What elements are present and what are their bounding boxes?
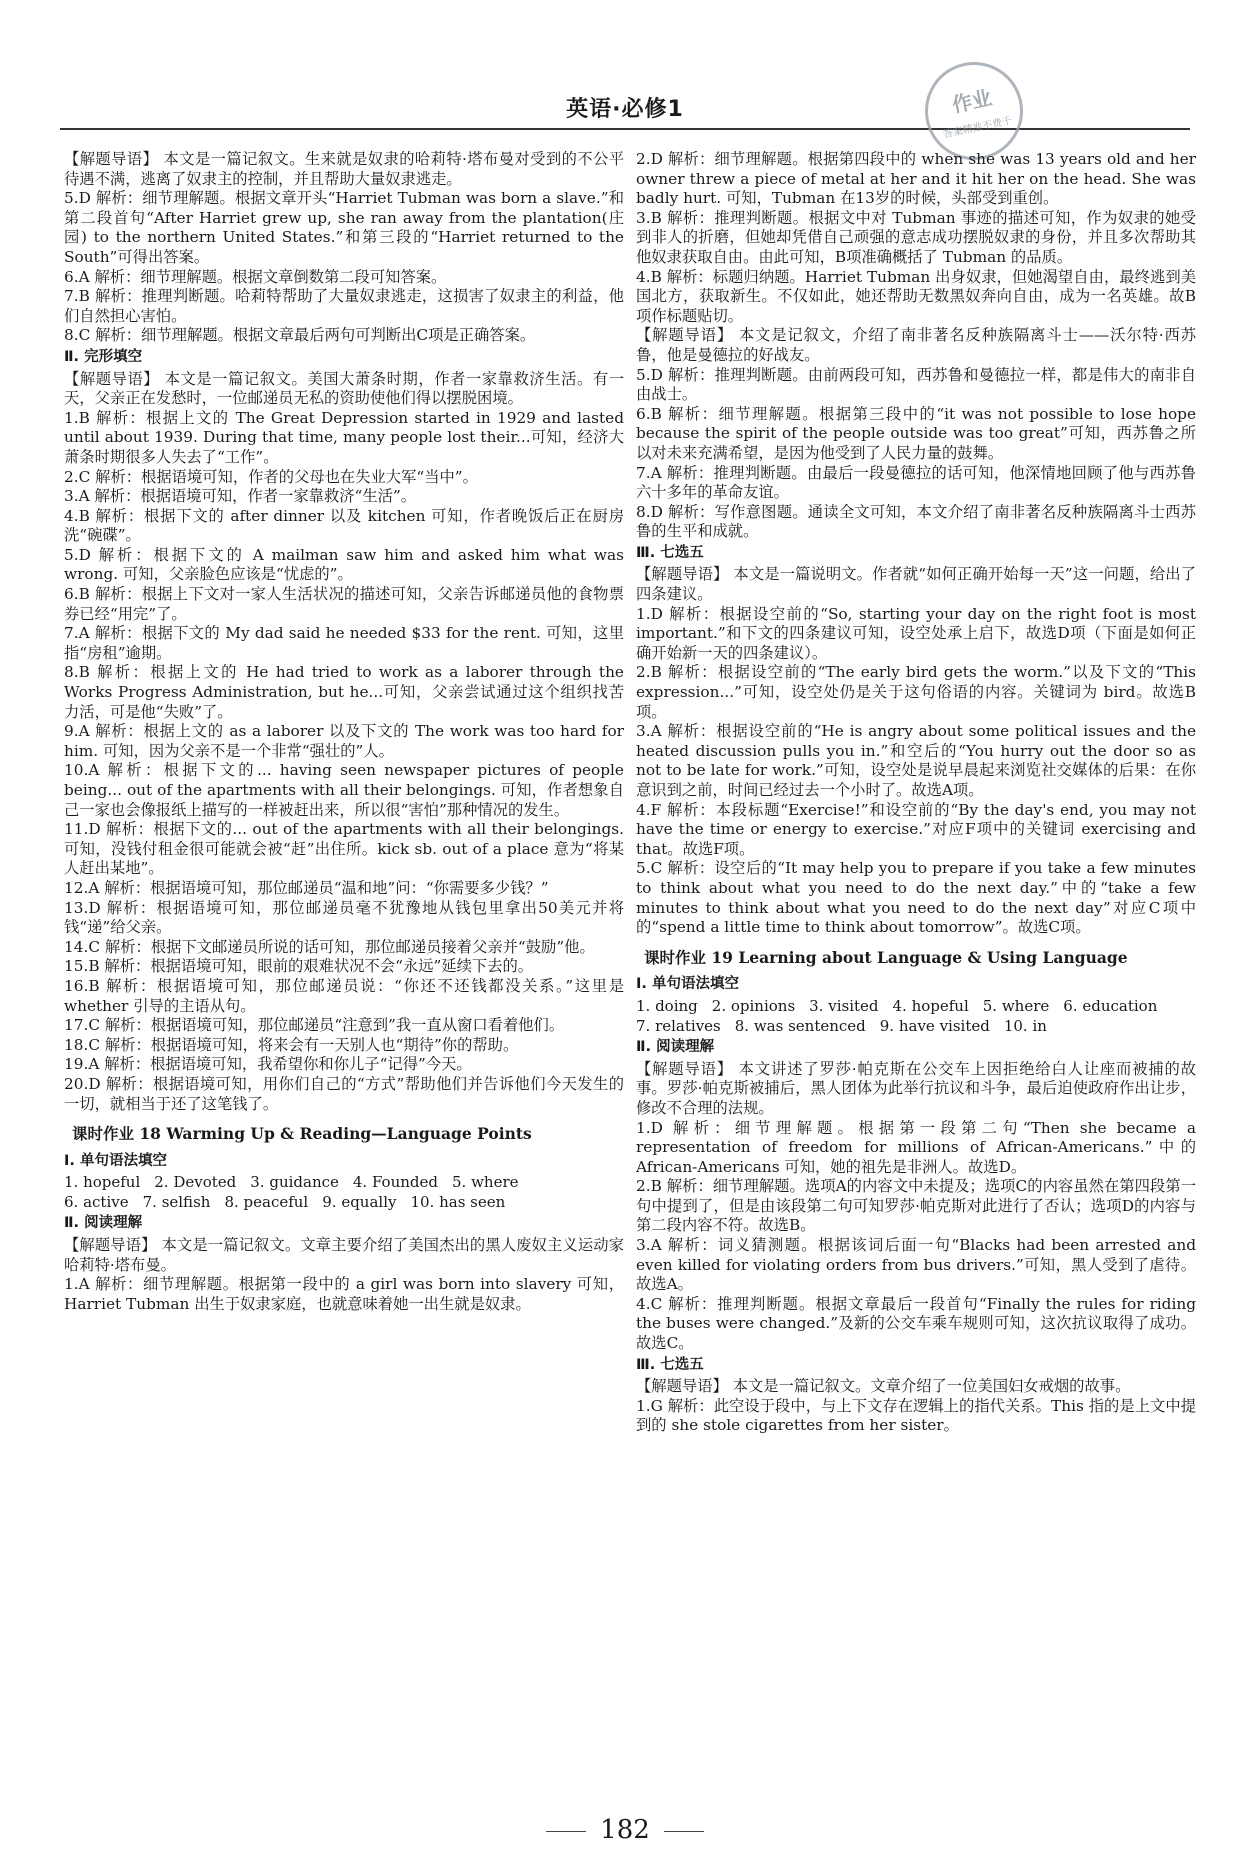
answer-paragraph: 8.D 解析：写作意图题。通读全文可知，本文介绍了南非著名反种族隔离斗士西苏鲁的生平和成就。 <box>636 502 1196 541</box>
answer-paragraph: 2.B 解析：细节理解题。选项A的内容文中未提及；选项C的内容虽然在第四段第一句中提到了，但是由该段第二句可知罗莎·帕克斯对此进行了否认；选项D的内容与第二段内容不符。故选B。 <box>636 1177 1196 1235</box>
answer-paragraph: 1.D 解析：细节理解题。根据第一段第二句“Then she became a representation of freedom for millions of African-Americans.”中的 African-Americans 可知，她的祖先是非洲人。故选D。 <box>636 1118 1196 1176</box>
answer-paragraph: 8.C 解析：细节理解题。根据文章最后两句可判断出C项是正确答案。 <box>64 326 536 345</box>
answer-item: 8. was sentenced <box>734 1016 866 1035</box>
answer-row <box>636 997 1196 1017</box>
answer-paragraph: 7.A 解析：根据下文的 My dad said he needed $33 for the rent. 可知，这里指“房租”逾期。 <box>64 624 624 662</box>
answer-paragraph: 5.D 解析：根据下文的 A mailman saw him and asked him what was wrong. 可知，父亲脸色应该是“忧虑的”。 <box>64 545 624 584</box>
right-column <box>636 150 1196 1436</box>
answer-item: 10. in <box>1003 1016 1047 1035</box>
answer-paragraph: 18.C 解析：根据语境可知，将来会有一天别人也“期待”你的帮助。 <box>64 1035 519 1054</box>
answer-paragraph: 3.A 解析：根据设空前的“He is angry about some political issues and the heated discussion pulls you in.”和空后的“You hurry out the door so as not to be late for work.”可知，设空处是说早晨起来浏览社交媒体的后果：在你意识到之前，时间已经过去一个小时了。故选A项。 <box>636 722 1196 799</box>
answer-paragraph: 7.A 解析：推理判断题。由最后一段曼德拉的话可知，他深情地回顾了他与西苏鲁六十多年的革命友谊。 <box>636 463 1196 502</box>
stamp-main-text: 作业 <box>949 85 994 118</box>
answer-item: 4. hopeful <box>892 996 969 1015</box>
answer-paragraph: 6.B 解析：根据上下文对一家人生活状况的描述可知，父亲告诉邮递员他的食物票券已经“用完”了。 <box>64 585 624 623</box>
answer-paragraph: 4.C 解析：推理判断题。根据文章最后一段首句“Finally the rules for riding the buses were changed.”及新的公交车乘车规则可知，这次抗议取得了成功。故选C。 <box>636 1294 1196 1353</box>
answer-paragraph: 5.D 解析：推理判断题。由前两段可知，西苏鲁和曼德拉一样，都是伟大的南非自由战士。 <box>636 365 1196 404</box>
answer-paragraph: 9.A 解析：根据上文的 as a laborer 以及下文的 The work was too hard for him. 可知，因为父亲不是一个非常“强壮的”人。 <box>64 722 624 760</box>
answer-item: 4. Founded <box>352 1173 438 1192</box>
answer-row <box>636 1017 1196 1037</box>
answer-row <box>64 1193 624 1213</box>
section-heading: Ⅱ. 阅读理解 <box>636 1039 715 1056</box>
answer-paragraph: 8.B 解析：根据上文的 He had tried to work as a laborer through the Works Progress Administration, but he...可知，父亲尝试通过这个组织找苦力活，可是他“失败”了。 <box>64 663 624 721</box>
answer-paragraph: 3.A 解析：词义猜测题。根据该词后面一句“Blacks had been arrested and even killed for violating orders from bus drivers.”可知，黑人受到了虐待。故选A。 <box>636 1236 1196 1294</box>
answer-paragraph: 4.F 解析：本段标题“Exercise!”和设空前的“By the day's end, you may not have the time or energy to exercise.”对应F项中的关键词 exercising and that。故选F项。 <box>636 800 1196 858</box>
answer-paragraph: 1.B 解析：根据上文的 The Great Depression started in 1929 and lasted until about 1939. During that time, many people lost their...可知，经济大萧条时期很多人失去了“工作”。 <box>64 408 624 466</box>
answer-item: 3. visited <box>809 996 879 1015</box>
page-number: 182 <box>600 1815 650 1845</box>
answer-paragraph: 【解题导语】 本文是记叙文，介绍了南非著名反种族隔离斗士——沃尔特·西苏鲁，他是曼德拉的好战友。 <box>636 326 1196 364</box>
answer-paragraph: 3.A 解析：根据语境可知，作者一家靠救济“生活”。 <box>64 487 417 506</box>
answer-item: 7. selfish <box>142 1192 211 1211</box>
section-heading: Ⅲ. 七选五 <box>636 544 704 561</box>
section-heading: Ⅰ. 单句语法填空 <box>64 1152 167 1169</box>
section-heading: Ⅲ. 七选五 <box>636 1356 704 1373</box>
lesson-title: 课时作业 19 Learning about Language & Using Language <box>644 947 1128 967</box>
section-heading: Ⅱ. 完形填空 <box>64 348 143 365</box>
answer-item: 6. active <box>64 1192 129 1211</box>
answer-item: 3. guidance <box>250 1173 339 1192</box>
answer-paragraph: 【解题导语】 本文讲述了罗莎·帕克斯在公交车上因拒绝给白人让座而被捕的故事。罗莎·帕克斯被捕后，黑人团体为此举行抗议和斗争，最后迫使政府作出让步，修改不合理的法规。 <box>636 1059 1196 1117</box>
answer-paragraph: 【解题导语】 本文是一篇记叙文。美国大萧条时期，作者一家靠救济生活。有一天，父亲正在发愁时，一位邮递员无私的资助使他们得以摆脱困境。 <box>64 369 624 408</box>
answer-paragraph: 10.A 解析：根据下文的... having seen newspaper pictures of people being... out of the apartments with all their belongings. 可知，作者想象自己一家也会像报纸上描写的一样被赶出来，所以很“害怕”那种情况的发生。 <box>64 761 624 819</box>
answer-paragraph: 11.D 解析：根据下文的... out of the apartments with all their belongings. 可知，没钱付租金很可能就会被“赶”出住所。kick sb. out of a place 意为“将某人赶出某地”。 <box>64 820 624 878</box>
stamp-sub-text: 答案精准不费千 <box>942 115 1014 141</box>
answer-paragraph: 17.C 解析：根据语境可知，那位邮递员“注意到”我一直从窗口看着他们。 <box>64 1016 565 1035</box>
answer-item: 2. Devoted <box>154 1173 237 1192</box>
answer-paragraph: 7.B 解析：推理判断题。哈莉特帮助了大量奴隶逃走，这损害了奴隶主的利益，他们自然担心害怕。 <box>64 287 624 325</box>
answer-paragraph: 4.B 解析：根据下文的 after dinner 以及 kitchen 可知，作者晚饭后正在厨房洗“碗碟”。 <box>64 506 624 545</box>
answer-paragraph: 19.A 解析：根据语境可知，我希望你和你儿子“记得”今天。 <box>64 1055 472 1074</box>
answer-item: 5. where <box>982 996 1050 1015</box>
answer-paragraph: 1.A 解析：细节理解题。根据第一段中的 a girl was born into slavery 可知，Harriet Tubman 出生于奴隶家庭，也就意味着她一出生就是奴隶。 <box>64 1275 624 1313</box>
answer-paragraph: 12.A 解析：根据语境可知，那位邮递员“温和地”问：“你需要多少钱？” <box>64 878 549 897</box>
answer-paragraph: 1.G 解析：此空设于段中，与上下文存在逻辑上的指代关系。This 指的是上文中提到的 she stole cigarettes from her sister。 <box>636 1396 1196 1435</box>
answer-item: 9. equally <box>322 1192 397 1211</box>
answer-paragraph: 1.D 解析：根据设空前的“So, starting your day on the right foot is most important.”和下文的四条建议可知，设空处承上启下，故选D项（下面是如何正确开始新一天的四条建议）。 <box>636 604 1196 662</box>
answer-paragraph: 6.B 解析：细节理解题。根据第三段中的“it was not possible to lose hope because the spirit of the people outside was too great”可知，西苏鲁之所以对未来充满希望，是因为他受到了人民力量的鼓舞。 <box>636 404 1196 462</box>
answer-paragraph: 3.B 解析：推理判断题。根据文中对 Tubman 事迹的描述可知，作为奴隶的她受到非人的折磨，但她却凭借自己顽强的意志成功摆脱奴隶的身份，并且多次帮助其他奴隶获取自由。由此可知，B项准确概括了 Tubman 的品质。 <box>636 208 1196 266</box>
answer-item: 1. hopeful <box>64 1173 141 1192</box>
answer-paragraph: 5.D 解析：细节理解题。根据文章开头“Harriet Tubman was born a slave.”和第二段首句“After Harriet grew up, she ran away from the plantation(庄园) to the northern United States.”和第三段的“Harriet returned to the South”可得出答案。 <box>64 189 624 266</box>
answer-item: 7. relatives <box>636 1016 721 1035</box>
answer-paragraph: 13.D 解析：根据语境可知，那位邮递员毫不犹豫地从钱包里拿出50美元并将钱“递”给父亲。 <box>64 898 624 937</box>
answer-paragraph: 2.D 解析：细节理解题。根据第四段中的 when she was 13 years old and her owner threw a piece of metal at her and it hit her on the head. She was badly hurt. 可知，Tubman 在13岁的时候，头部受到重创。 <box>636 150 1196 208</box>
page-footer <box>0 1815 1250 1845</box>
book-title: 英语·必修1 <box>566 97 684 122</box>
header-rule <box>60 128 1190 130</box>
answer-paragraph: 【解题导语】 本文是一篇记叙文。文章介绍了一位美国妇女戒烟的故事。 <box>636 1377 1131 1396</box>
section-heading: Ⅱ. 阅读理解 <box>64 1215 143 1232</box>
answer-paragraph: 2.C 解析：根据语境可知，作者的父母也在失业大军“当中”。 <box>64 467 478 486</box>
answer-paragraph: 20.D 解析：根据语境可知，用你们自己的“方式”帮助他们并告诉他们今天发生的一切，就相当于还了这笔钱了。 <box>64 1074 624 1113</box>
answer-item: 8. peaceful <box>224 1192 309 1211</box>
answer-row <box>64 1173 624 1193</box>
answer-paragraph: 15.B 解析：根据语境可知，眼前的艰难状况不会“永远”延续下去的。 <box>64 957 534 976</box>
answer-item: 5. where <box>452 1173 519 1192</box>
answer-paragraph: 【解题导语】 本文是一篇记叙文。文章主要介绍了美国杰出的黑人废奴主义运动家哈莉特·塔布曼。 <box>64 1236 624 1274</box>
answer-paragraph: 16.B 解析：根据语境可知，那位邮递员说：“你还不还钱都没关系。”这里是 whether 引导的主语从句。 <box>64 976 624 1015</box>
answer-paragraph: 2.B 解析：根据设空前的“The early bird gets the worm.”以及下文的“This expression...”可知，设空处仍是关于这句俗语的内容。关键词为 bird。故选B项。 <box>636 663 1196 721</box>
answer-item: 1. doing <box>636 996 698 1015</box>
lesson-title: 课时作业 18 Warming Up & Reading—Language Points <box>72 1124 532 1144</box>
answer-item: 2. opinions <box>711 996 796 1015</box>
answer-paragraph: 【解题导语】 本文是一篇记叙文。生来就是奴隶的哈莉特·塔布曼对受到的不公平待遇不满，逃离了奴隶主的控制，并且帮助大量奴隶逃走。 <box>64 150 624 188</box>
left-column <box>64 150 624 1314</box>
answer-item: 10. has seen <box>410 1192 506 1211</box>
section-heading: Ⅰ. 单句语法填空 <box>636 976 739 993</box>
answer-paragraph: 5.C 解析：设空后的“It may help you to prepare if you take a few minutes to think about what you need to do the next day.”中的“take a few minutes to think about what you need to do the next day”对应C项中的“spend a little time to think about tomorrow”。故选C项。 <box>636 859 1196 937</box>
answer-paragraph: 6.A 解析：细节理解题。根据文章倒数第二段可知答案。 <box>64 267 447 286</box>
footer-dash-left <box>546 1831 586 1832</box>
answer-item: 9. have visited <box>879 1016 990 1035</box>
answer-paragraph: 4.B 解析：标题归纳题。Harriet Tubman 出身奴隶，但她渴望自由，最终逃到美国北方，获取新生。不仅如此，她还帮助无数黑奴奔向自由，成为一名英雄。故B项作标题贴切。 <box>636 267 1196 325</box>
answer-item: 6. education <box>1063 996 1158 1015</box>
footer-dash-right <box>664 1831 704 1832</box>
answer-paragraph: 14.C 解析：根据下文邮递员所说的话可知，那位邮递员接着父亲并“鼓励”他。 <box>64 937 595 956</box>
answer-paragraph: 【解题导语】 本文是一篇说明文。作者就“如何正确开始每一天”这一问题，给出了四条建议。 <box>636 565 1196 604</box>
